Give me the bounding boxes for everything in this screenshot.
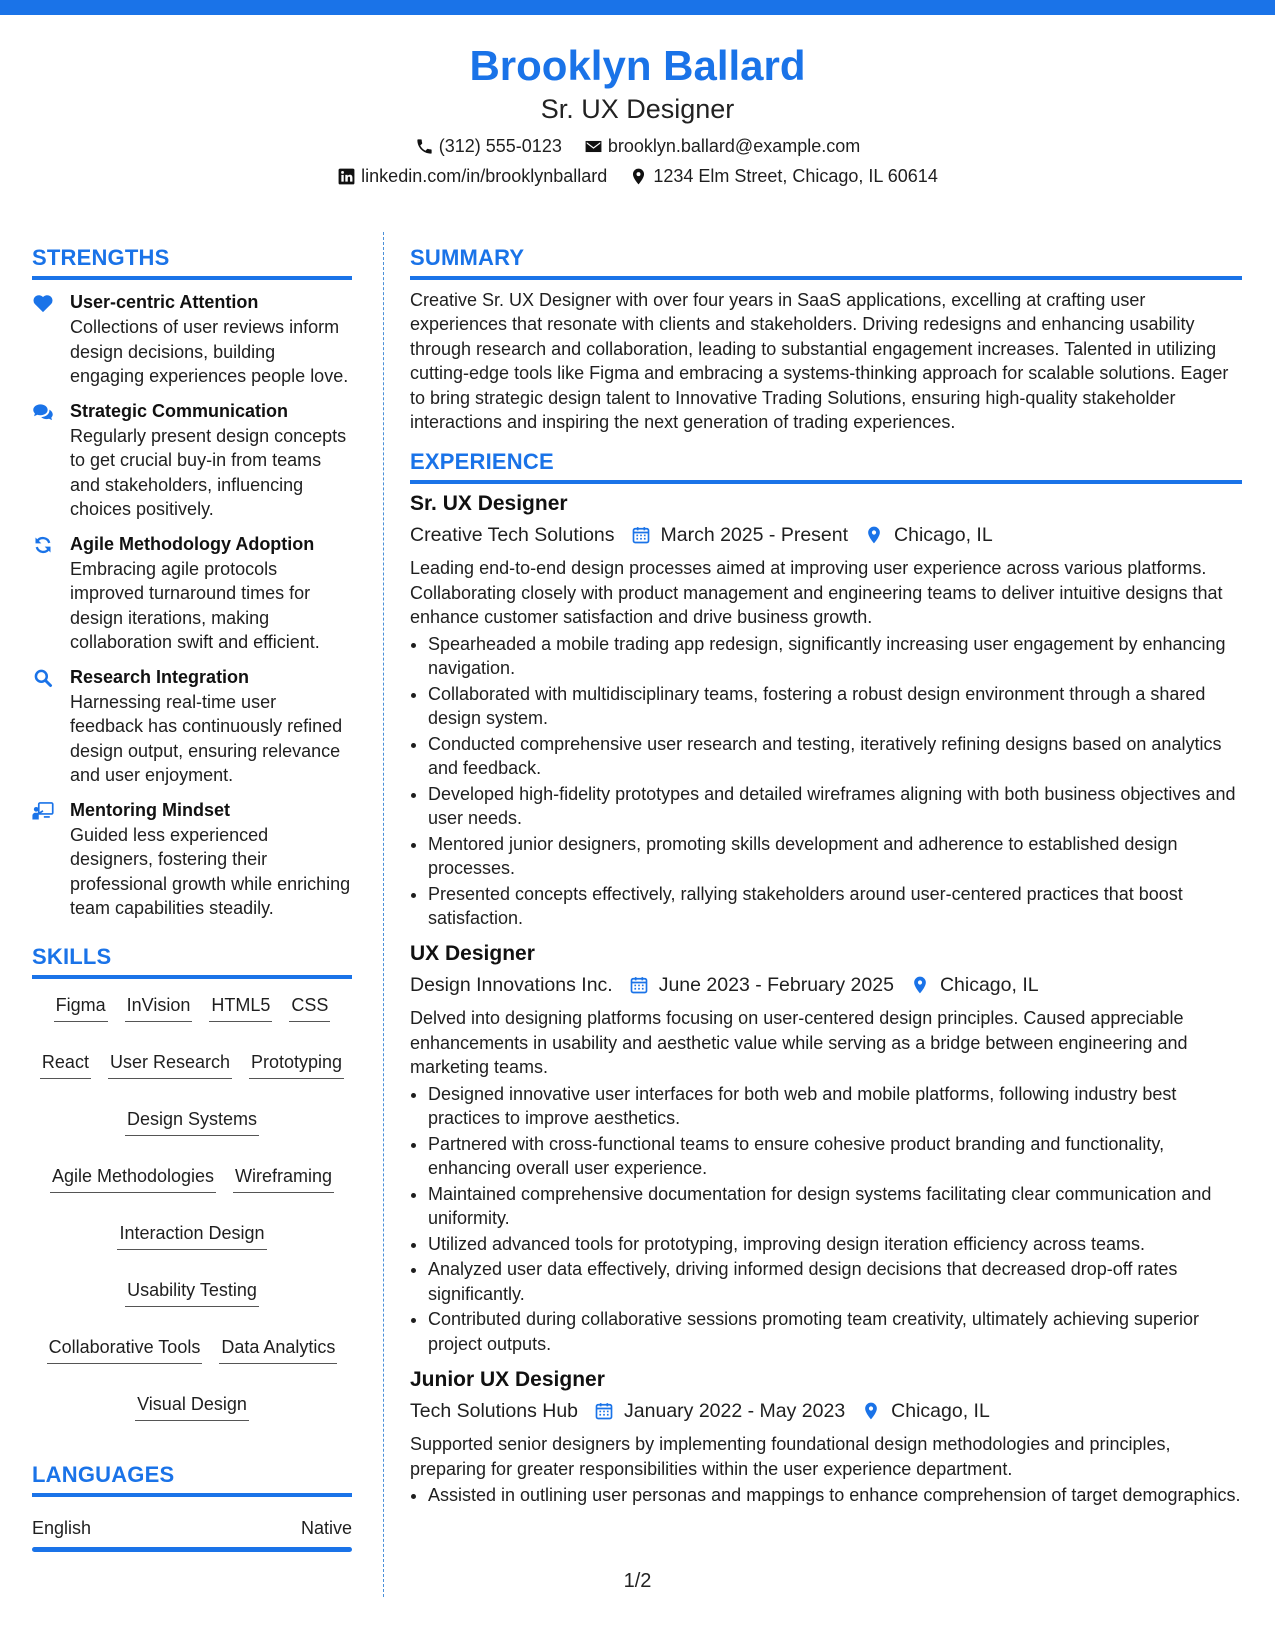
strength-desc: Collections of user reviews inform design decisions, building engaging experiences people love. xyxy=(70,317,349,386)
job-description: Delved into designing platforms focusing on user-centered design principles. Caused appreciable enhancements in usability and aesthetic value while serving as a bridge between engineering and marketing teams. xyxy=(410,1008,1188,1078)
sync-icon xyxy=(32,535,54,555)
job-entry xyxy=(410,1366,1242,1507)
column-divider xyxy=(383,232,384,1597)
job-bullet: • Mentored junior designers, promoting skills development and adherence to established design processes. xyxy=(428,832,1242,881)
summary-text: Creative Sr. UX Designer with over four years in SaaS applications, excelling at crafting user experiences that resonate with clients and stakeholders. Driving redesigns and enhancing usability through research and collaboration, leading to substantial engagement increases. Talented in utilizing cutting-edge tools like Figma and embracing a systems-thinking approach for scalable solutions. Eager to bring strategic design talent to Innovative Trading Solutions, ensuring high-quality stakeholder interactions and inspiring the next generation of trading experiences. xyxy=(410,290,1229,433)
job-bullet: • Collaborated with multidisciplinary teams, fostering a robust design environment through a shared design system. xyxy=(428,682,1242,731)
job-dates-wrap xyxy=(629,970,894,1000)
job-dates-wrap xyxy=(594,1396,845,1426)
job-location-wrap xyxy=(861,1396,990,1426)
strength-item xyxy=(32,665,352,788)
strength-item xyxy=(32,290,352,389)
calendar-icon xyxy=(631,525,651,545)
job-bullet: • Analyzed user data effectively, driving informed design decisions that decreased drop-off rates significantly. xyxy=(428,1257,1242,1306)
skill-tag: User Research xyxy=(108,1050,232,1079)
job-bullet: • Spearheaded a mobile trading app redesign, significantly increasing user engagement by enhancing navigation. xyxy=(428,632,1242,681)
experience-heading: EXPERIENCE xyxy=(410,448,1242,484)
job-bullet: • Conducted comprehensive user research and testing, iteratively refining designs based on analytics and feedback. xyxy=(428,732,1242,781)
summary-heading: SUMMARY xyxy=(410,244,1242,280)
job-bullets xyxy=(410,1483,1242,1507)
job-title: Junior UX Designer xyxy=(410,1368,605,1392)
resume-header xyxy=(0,40,1275,191)
strength-item xyxy=(32,399,352,522)
job-meta xyxy=(410,1396,1242,1426)
heart-icon xyxy=(32,293,54,313)
job-bullet: • Contributed during collaborative sessions promoting team creativity, ultimately achieving superior project outputs. xyxy=(428,1307,1242,1356)
job-location-wrap xyxy=(910,970,1039,1000)
strength-title: User-centric Attention xyxy=(70,292,259,312)
language-row xyxy=(32,1515,352,1541)
teacher-icon xyxy=(32,801,54,821)
job-bullets xyxy=(410,632,1242,931)
job-bullet: • Designed innovative user interfaces for both web and mobile platforms, following industry best practices to improve aesthetics. xyxy=(428,1082,1242,1131)
job-meta xyxy=(410,520,1242,550)
job-bullet: • Maintained comprehensive documentation for design systems facilitating clear communication and uniformity. xyxy=(428,1182,1242,1231)
candidate-name: Brooklyn Ballard xyxy=(469,42,806,89)
company-name: Tech Solutions Hub xyxy=(410,1400,579,1423)
phone-icon xyxy=(415,137,434,156)
map-marker-icon xyxy=(629,167,648,186)
job-bullet: • Presented concepts effectively, rallying stakeholders around user-centered practices that boost satisfaction. xyxy=(428,882,1242,931)
strength-title: Strategic Communication xyxy=(70,400,289,421)
skills-heading: SKILLS xyxy=(32,943,352,979)
job-description: Supported senior designers by implementing foundational design methodologies and principles, preparing for greater responsibilities within the user experience department. xyxy=(410,1434,1171,1479)
strength-desc: Harnessing real-time user feedback has continuously refined design output, ensuring relevance and user enjoyment. xyxy=(70,691,343,785)
skill-tag: Agile Methodologies xyxy=(50,1164,216,1193)
skill-tag: Figma xyxy=(54,993,108,1022)
job-bullet: • Assisted in outlining user personas and mappings to enhance comprehension of target demographics. xyxy=(428,1483,1242,1507)
right-column xyxy=(410,244,1242,1509)
job-bullet: • Utilized advanced tools for prototyping, improving design iteration efficiency across teams. xyxy=(428,1232,1242,1256)
strength-item xyxy=(32,532,352,655)
skill-tag: CSS xyxy=(289,993,330,1022)
skill-tag: Design Systems xyxy=(125,1107,259,1136)
email-text[interactable]: brooklyn.ballard@example.com xyxy=(607,136,861,156)
job-title: UX Designer xyxy=(410,942,535,966)
strength-item xyxy=(32,798,352,921)
skill-tag: Usability Testing xyxy=(125,1278,259,1307)
language-level: Native xyxy=(300,1517,352,1538)
page-number: 1/2 xyxy=(623,1570,652,1592)
contact-line-1 xyxy=(0,131,1275,161)
comments-icon xyxy=(32,402,54,422)
skill-tag: Interaction Design xyxy=(117,1221,266,1250)
map-marker-icon xyxy=(910,975,930,995)
top-accent-bar xyxy=(0,0,1275,15)
envelope-icon xyxy=(584,137,603,156)
strength-title: Research Integration xyxy=(70,666,250,687)
skills-list xyxy=(32,979,352,1421)
job-entry xyxy=(410,490,1242,930)
job-location: Chicago, IL xyxy=(894,524,993,547)
company-name: Design Innovations Inc. xyxy=(410,974,613,997)
job-bullets xyxy=(410,1082,1242,1356)
job-dates: June 2023 - February 2025 xyxy=(658,974,894,997)
job-meta xyxy=(410,970,1242,1000)
email-contact[interactable] xyxy=(584,131,860,161)
company-name: Creative Tech Solutions xyxy=(410,524,615,547)
strength-desc: Regularly present design concepts to get crucial buy-in from teams and stakeholders, influencing choices positively. xyxy=(70,425,347,519)
candidate-title: Sr. UX Designer xyxy=(540,94,735,124)
left-column xyxy=(32,244,352,1552)
phone-text: (312) 555-0123 xyxy=(438,136,562,156)
strength-desc: Embracing agile protocols improved turnaround times for design iterations, making collaboration swift and efficient. xyxy=(70,558,320,652)
map-marker-icon xyxy=(861,1401,881,1421)
job-dates-wrap xyxy=(631,520,849,550)
linkedin-icon xyxy=(337,167,356,186)
calendar-icon xyxy=(594,1401,614,1421)
skill-tag: Wireframing xyxy=(233,1164,334,1193)
job-dates: January 2022 - May 2023 xyxy=(624,1400,846,1423)
skill-tag: Visual Design xyxy=(135,1392,249,1421)
search-icon xyxy=(32,668,54,688)
job-title: Sr. UX Designer xyxy=(410,492,568,516)
skill-tag: HTML5 xyxy=(209,993,272,1022)
skill-tag: Collaborative Tools xyxy=(47,1335,203,1364)
address-text: 1234 Elm Street, Chicago, IL 60614 xyxy=(653,166,938,186)
contact-line-2 xyxy=(0,161,1275,191)
job-entry xyxy=(410,940,1242,1356)
job-dates: March 2025 - Present xyxy=(660,524,849,547)
map-marker-icon xyxy=(864,525,884,545)
job-location-wrap xyxy=(864,520,993,550)
skill-tag: Data Analytics xyxy=(219,1335,337,1364)
job-bullet: • Partnered with cross-functional teams to ensure cohesive product branding and functionality, enhancing overall user experience. xyxy=(428,1132,1242,1181)
skill-tag: React xyxy=(40,1050,91,1079)
job-bullet: • Developed high-fidelity prototypes and detailed wireframes aligning with both business objectives and user needs. xyxy=(428,782,1242,831)
job-location: Chicago, IL xyxy=(891,1400,990,1423)
linkedin-text[interactable]: linkedin.com/in/brooklynballard xyxy=(361,166,608,186)
job-description: Leading end-to-end design processes aimed at improving user experience across various platforms. Collaborating closely with product management and engineering teams to deliver intuitive designs that enhance customer satisfaction and drive business growth. xyxy=(410,558,1223,628)
phone-contact xyxy=(415,131,562,161)
strengths-heading: STRENGTHS xyxy=(32,244,352,280)
languages-heading: LANGUAGES xyxy=(32,1461,352,1497)
strength-title: Mentoring Mindset xyxy=(70,799,230,820)
skill-tag: Prototyping xyxy=(249,1050,344,1079)
calendar-icon xyxy=(629,975,649,995)
skill-tag: InVision xyxy=(125,993,193,1022)
language-proficiency-bar xyxy=(32,1547,352,1552)
address-contact xyxy=(629,161,938,191)
linkedin-contact[interactable] xyxy=(337,161,607,191)
language-name: English xyxy=(32,1517,92,1538)
job-location: Chicago, IL xyxy=(939,974,1039,997)
strength-desc: Guided less experienced designers, fostering their professional growth while enriching team capabilities steadily. xyxy=(70,824,351,918)
strength-title: Agile Methodology Adoption xyxy=(70,533,315,554)
